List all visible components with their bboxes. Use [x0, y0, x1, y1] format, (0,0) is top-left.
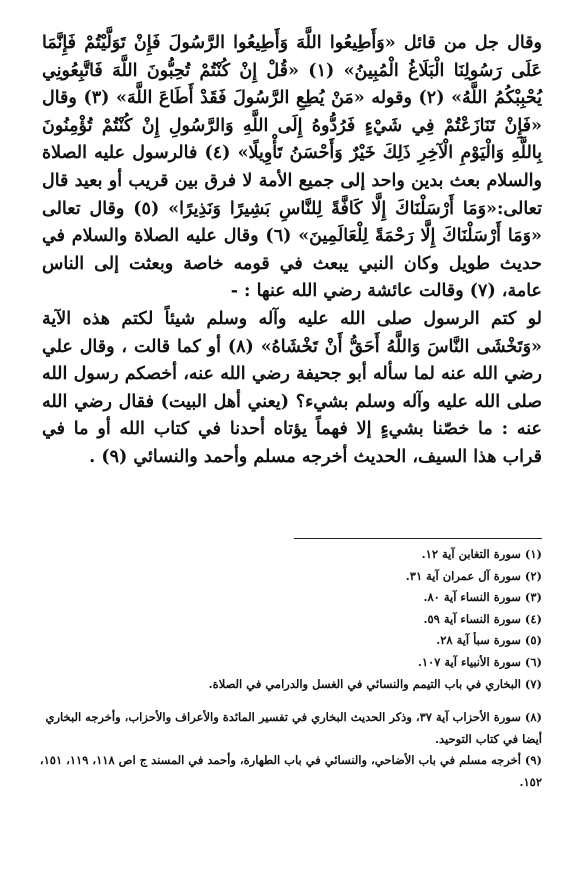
footnote-3: (٣) سورة النساء آية ٨٠.	[423, 590, 542, 605]
footnotes	[38, 544, 542, 794]
paragraph-2: لو كتم الرسول صلى الله عليه وآله وسلم شيئاً لكتم هذه الآية «وَتَخْشَى النَّاسَ وَاللَّهُ أَحَقُّ أَنْ تَخْشَاهُ» (٨) أو كما قالت ، وقال علي رضي الله عنه لما سأله أبو جحيفة رضي الله عنه، أخصكم رسول الله صلى الله عليه وآله وسلم بشيء؟ (يعني أهل البيت) فقال رضي الله عنه : ما خصّنا بشيءٍ إلا فهماً يؤتاه أحدنا في كتاب الله أو ما في قراب هذا السيف، الحديث أخرجه مسلم وأحمد والنسائي (٩) .	[42, 308, 542, 467]
footnote-5: (٥) سورة سبأ آية ٢٨.	[436, 633, 542, 648]
footnote-4: (٤) سورة النساء آية ٥٩.	[423, 611, 542, 626]
footnote-separator	[294, 538, 542, 539]
footnote-8: (٨) سورة الأحزاب آية ٣٧، وذكر الحديث البخاري في تفسير المائدة والأعراف والأحزاب، وأخرجه البخاري أيضا في كتاب التوحيد.	[45, 710, 542, 746]
footnote-6: (٦) سورة الأنبياء آية ١٠٧.	[417, 654, 542, 669]
footnote-2: (٢) سورة آل عمران آية ٣١.	[405, 568, 542, 583]
footnote-9: (٩) أخرجه مسلم في باب الأضاحي، والنسائي في باب الطهارة، وأحمد في المسند ج اص ١١٨، ١١٩، ١٥١، ١٥٢.	[39, 753, 542, 789]
main-text	[42, 30, 542, 472]
footnote-7: (٧) البخاري في باب التيمم والنسائي في الغسل والدرامي في الصلاة.	[208, 676, 542, 691]
footnote-1: (١) سورة التغابن آية ١٢.	[421, 547, 542, 561]
paragraph-1: وقال جل من قائل «وَأَطِيعُوا اللَّهَ وَأَطِيعُوا الرَّسُولَ فَإِنْ تَوَلَّيْتُمْ فَإِنَّمَا عَلَى رَسُولِنَا الْبَلَاغُ الْمُبِينُ» (١) «قُلْ إِنْ كُنْتُمْ تُحِبُّونَ اللَّهَ فَاتَّبِعُونِي يُحْبِبْكُمُ اللَّهُ» (٢) وقوله «مَنْ يُطِعِ الرَّسُولَ فَقَدْ أَطَاعَ اللَّهَ» (٣) وقال «فَإِنْ تَنَازَعْتُمْ فِي شَيْءٍ فَرُدُّوهُ إِلَى اللَّهِ وَالرَّسُولِ إِنْ كُنْتُمْ تُؤْمِنُونَ بِاللَّهِ وَالْيَوْمِ الْآخِرِ ذَلِكَ خَيْرٌ وَأَحْسَنُ تَأْوِيلًا» (٤) فالرسول عليه الصلاة والسلام بعث بدين واحد إلى جميع الأمة لا فرق بين قريب أو بعيد قال تعالى:«وَمَا أَرْسَلْنَاكَ إِلَّا كَافَّةً لِلنَّاسِ بَشِيرًا وَنَذِيرًا» (٥) وقال تعالى «وَمَا أَرْسَلْنَاكَ إِلَّا رَحْمَةً لِلْعَالَمِينَ» (٦) وقال عليه الصلاة والسلام في حديث طويل وكان النبي يبعث في قومه خاصة وبعثت إلى الناس عامة، (٧) وقالت عائشة رضي الله عنها : -	[42, 33, 543, 302]
